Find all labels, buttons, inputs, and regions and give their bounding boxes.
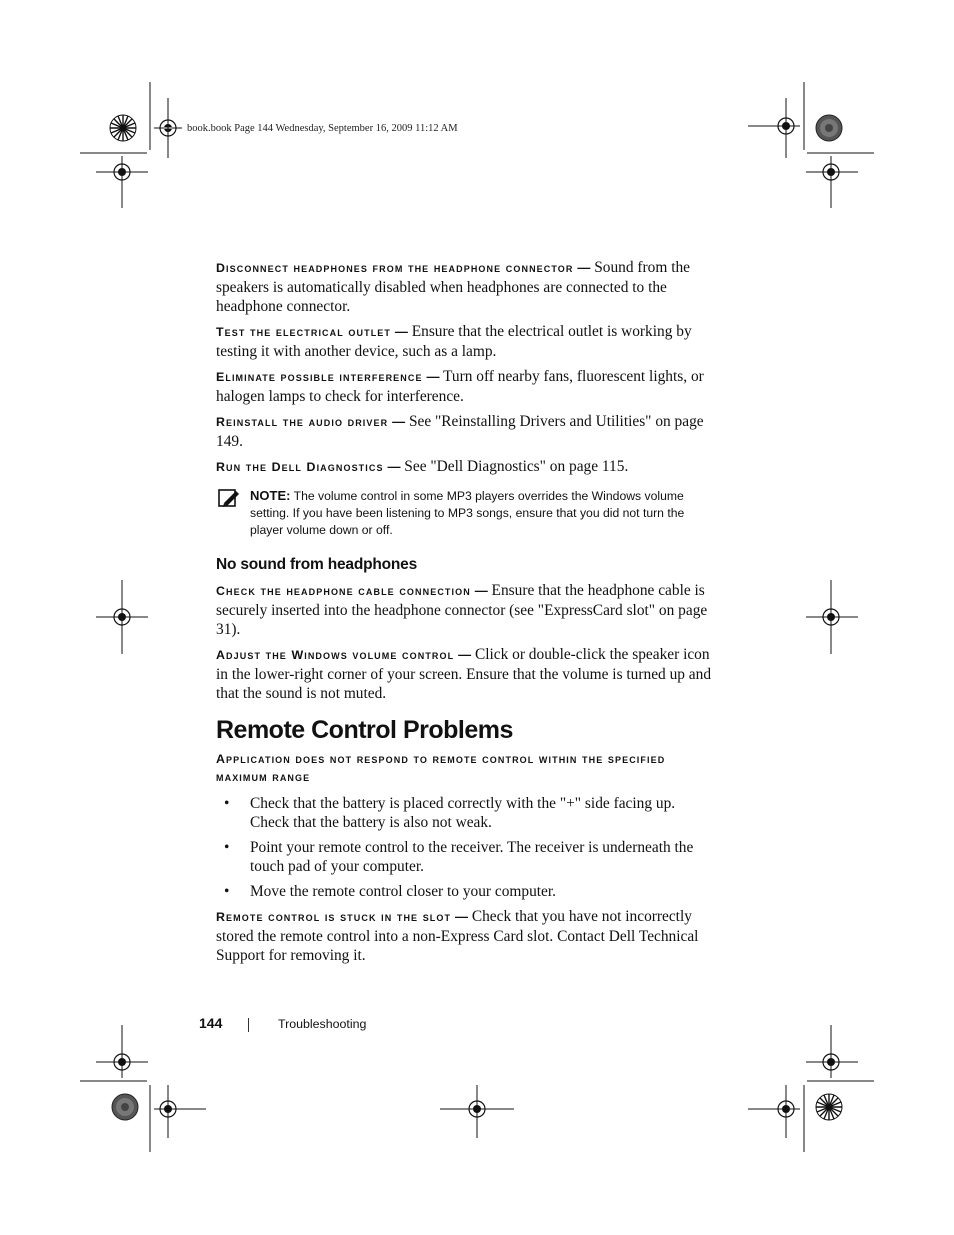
paragraph-text: Ensure that the headphone cable is securely inserted into the headphone connector (see "ExpressCard slot" on page 31). <box>216 582 708 638</box>
em-dash: — <box>458 647 472 662</box>
list-item <box>216 882 716 901</box>
em-dash: — <box>394 324 408 339</box>
em-dash: — <box>474 583 488 598</box>
lead-in: Remote control is stuck in the slot <box>216 910 452 924</box>
paragraph-eliminate-interference <box>216 367 716 406</box>
lead-in: Adjust the Windows volume control <box>216 648 455 662</box>
em-dash: — <box>454 909 468 924</box>
paragraph-test-outlet <box>216 322 716 361</box>
list-item-text: Point your remote control to the receiver. The receiver is underneath the touch pad of your computer. <box>250 839 694 875</box>
paragraph-text: See "Reinstalling Drivers and Utilities" on page 149. <box>216 413 704 450</box>
bullet-icon: • <box>224 883 230 900</box>
paragraph-disconnect-headphones <box>216 258 716 316</box>
em-dash: — <box>387 459 401 474</box>
em-dash: — <box>577 260 591 275</box>
list-item-text: Move the remote control closer to your computer. <box>250 883 557 900</box>
paragraph-text: Check that you have not incorrectly stored the remote control into a non-Express Card slot. Contact Dell Technical Support for removing it. <box>216 908 699 964</box>
paragraph-text: Click or double-click the speaker icon in the lower-right corner of your screen. Ensure that the volume is turned up and that the sound is not muted. <box>216 646 712 702</box>
page-body <box>216 258 716 971</box>
lead-in: Test the electrical outlet <box>216 325 391 339</box>
list-item <box>216 838 716 876</box>
subheading-no-sound-headphones: No sound from headphones <box>216 556 418 573</box>
note-label: NOTE: <box>250 488 291 503</box>
paragraph-remote-stuck <box>216 907 716 965</box>
footer-section-name: Troubleshooting <box>278 1017 367 1031</box>
paragraph-reinstall-driver <box>216 412 716 451</box>
bullet-icon: • <box>224 795 230 812</box>
lead-in: Run the Dell Diagnostics <box>216 460 384 474</box>
print-slug: book.book Page 144 Wednesday, September 16, 2009 11:12 AM <box>187 123 458 134</box>
lead-in: Disconnect headphones from the headphone connector <box>216 261 574 275</box>
lead-in: Reinstall the audio driver <box>216 415 389 429</box>
lead-in: Check the headphone cable connection <box>216 584 471 598</box>
bullet-icon: • <box>224 839 230 856</box>
paragraph-check-cable <box>216 581 716 639</box>
page-number: 144 <box>199 1015 223 1031</box>
paragraph-run-diagnostics <box>216 457 716 477</box>
lead-in: Eliminate possible interference <box>216 370 423 384</box>
list-item-text: Check that the battery is placed correctly with the "+" side facing up. Check that the battery is also not weak. <box>250 795 676 831</box>
em-dash: — <box>392 414 406 429</box>
section-title-remote-control: Remote Control Problems <box>216 716 513 744</box>
paragraph-adjust-volume <box>216 645 716 703</box>
footer-divider <box>248 1018 249 1032</box>
paragraph-text: Sound from the speakers is automatically disabled when headphones are connected to the headphone connector. <box>216 259 690 315</box>
subhead-remote-range: Application does not respond to remote control within the specified maximum range <box>216 752 666 784</box>
em-dash: — <box>426 369 440 384</box>
note-text: The volume control in some MP3 players overrides the Windows volume setting. If you have been listening to MP3 songs, ensure that you did not turn the player volume down or off. <box>250 489 685 537</box>
note-box <box>216 487 716 539</box>
paragraph-text: Ensure that the electrical outlet is working by testing it with another device, such as a lamp. <box>216 323 692 360</box>
paragraph-text: See "Dell Diagnostics" on page 115. <box>404 458 629 475</box>
bullet-list <box>216 794 716 901</box>
paragraph-text: Turn off nearby fans, fluorescent lights, or halogen lamps to check for interference. <box>216 368 704 405</box>
list-item <box>216 794 716 832</box>
note-pencil-icon <box>218 488 240 508</box>
